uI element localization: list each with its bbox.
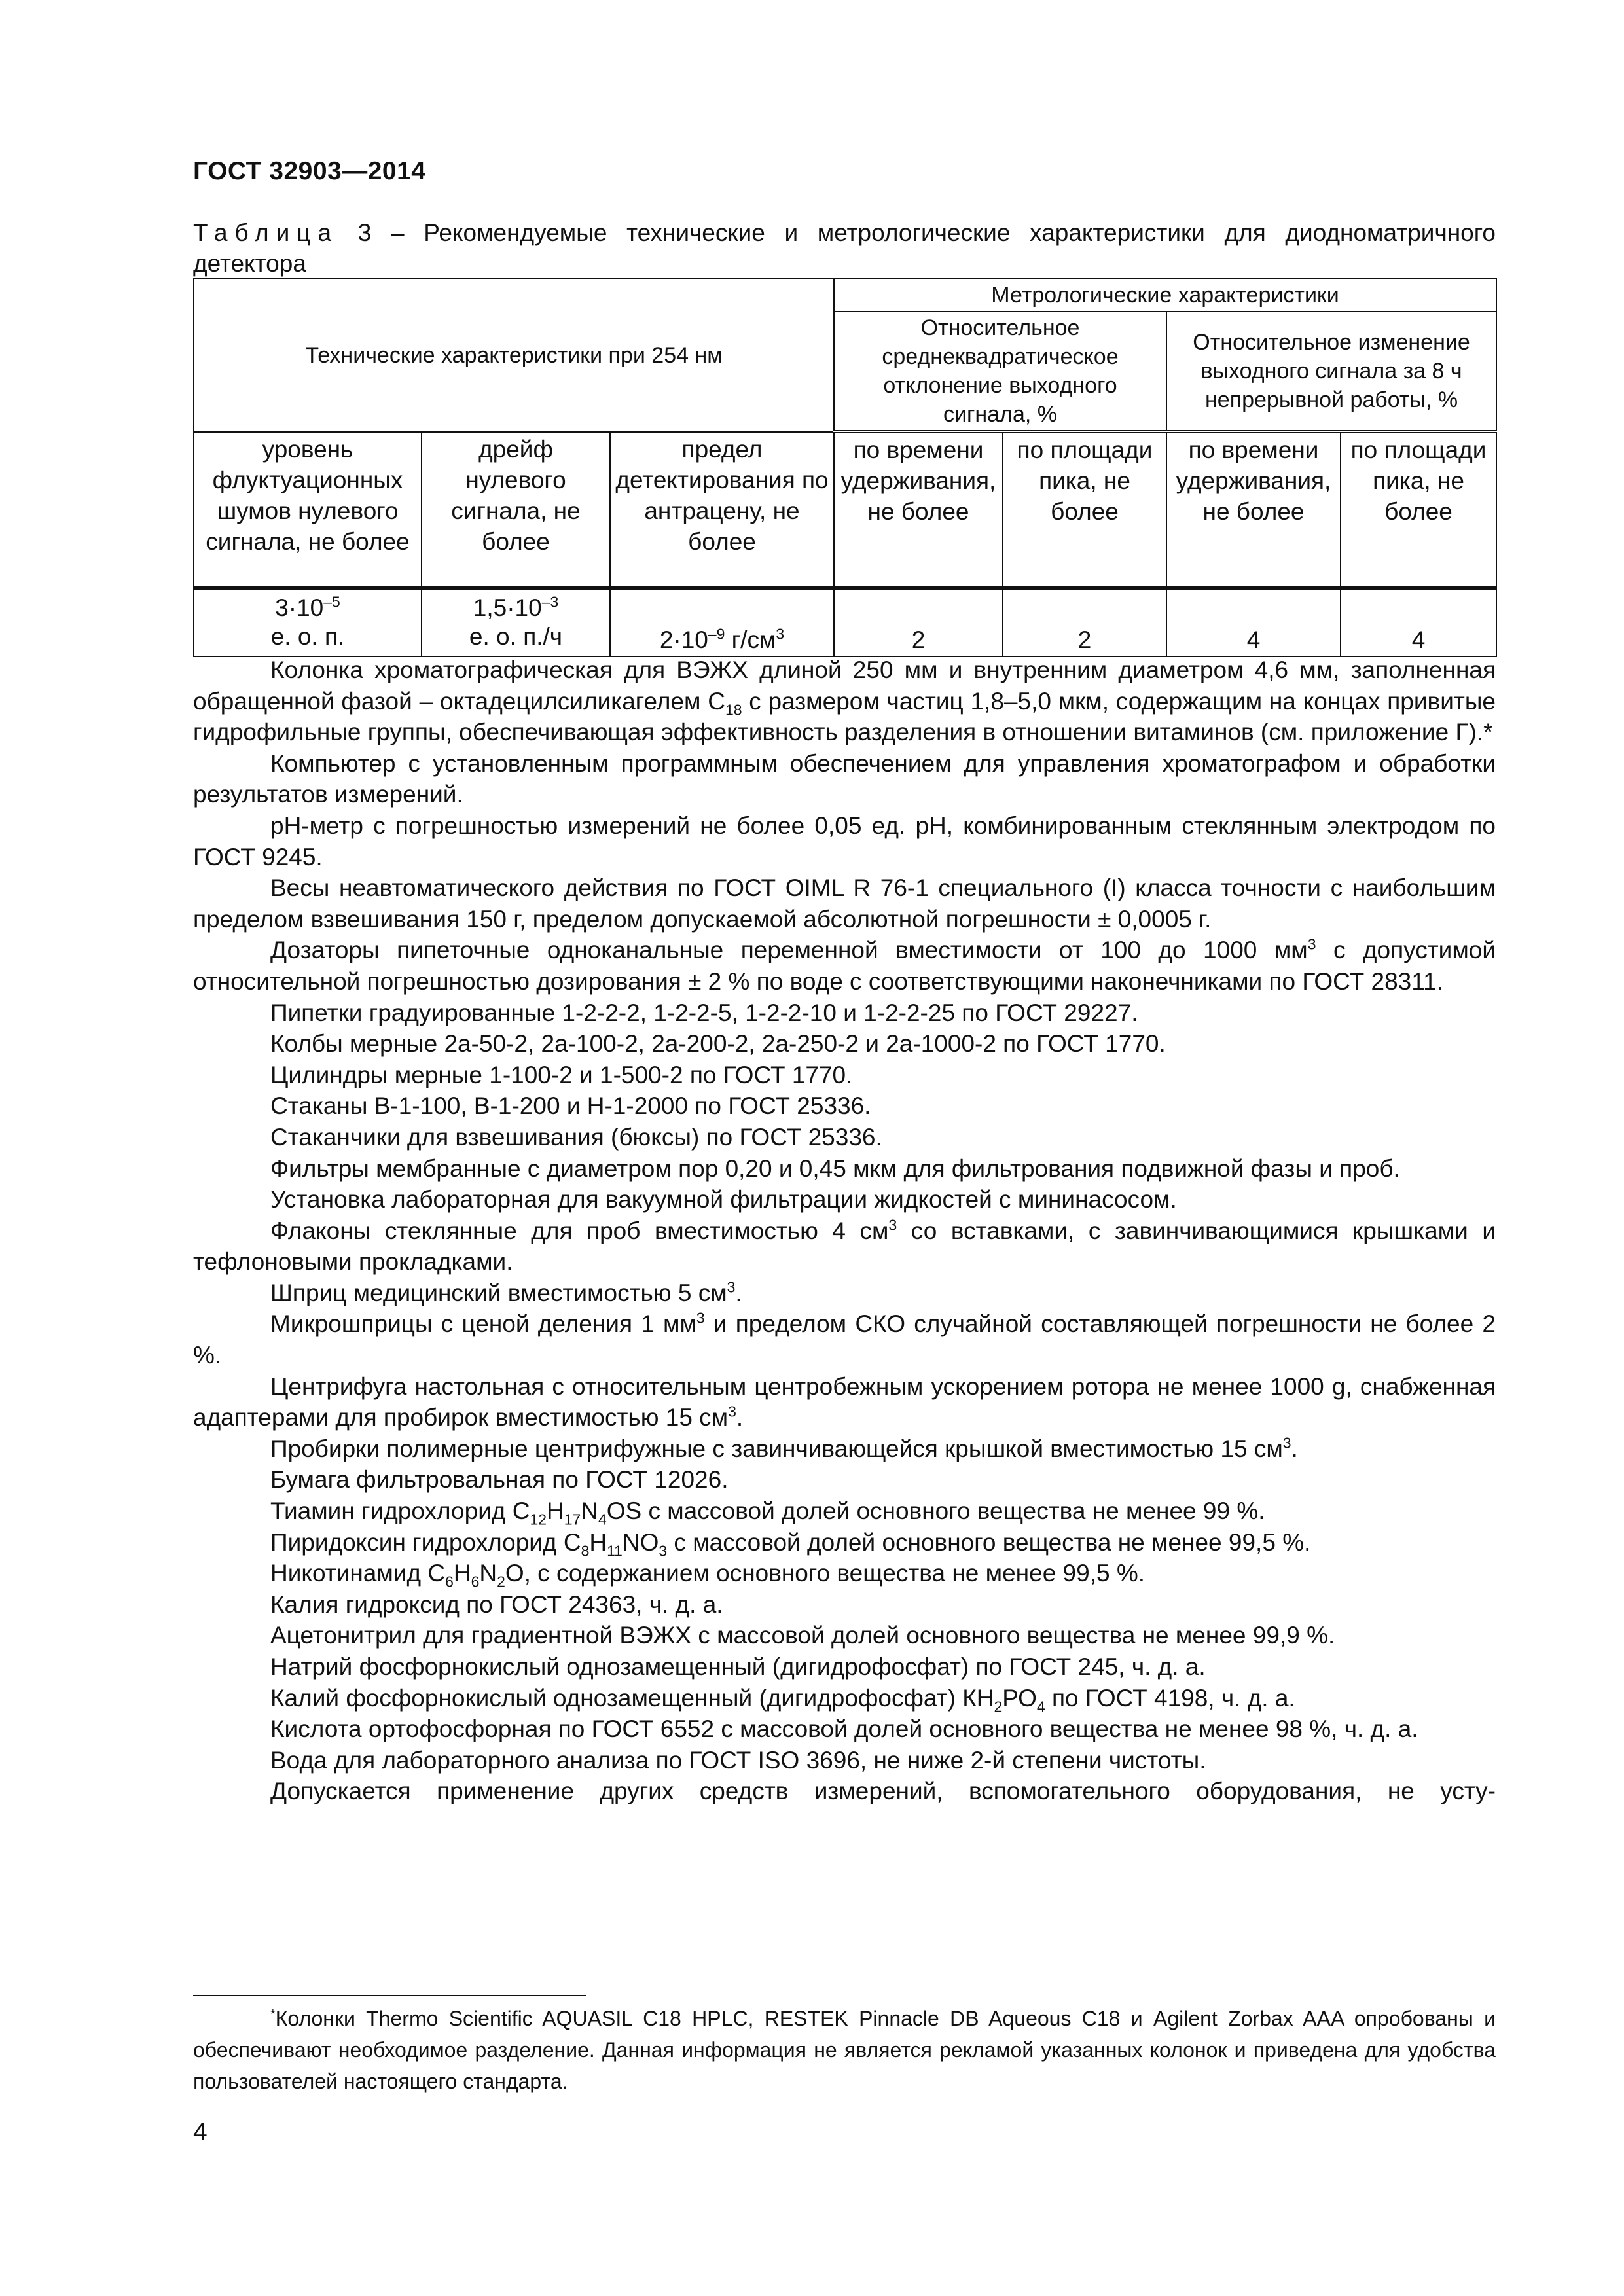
paragraph-filter-paper: Бумага фильтровальная по ГОСТ 12026. [270, 1466, 729, 1494]
metrological-characteristics-header: Метрологические характеристики [834, 279, 1496, 312]
footnote [193, 2003, 1496, 2097]
specifications-table [193, 278, 1497, 657]
paragraph-weighing-bottles: Стаканчики для взвешивания (бюксы) по ГОСТ 25336. [270, 1123, 882, 1151]
paragraph-ph-meter: рН-метр с погрешностью измерений не более 0,05 ед. рН, комбинированным стеклянным электродом по ГОСТ 9245. [193, 812, 1496, 870]
paragraph-syringe: Шприц медицинский вместимостью 5 $см^3$. [270, 1278, 742, 1306]
paragraph-sodium-phosphate: Натрий фосфорнокислый однозамещенный (дигидрофосфат) по ГОСТ 245, ч. д. а. [270, 1653, 1206, 1680]
technical-characteristics-header: Технические характеристики при 254 нм [194, 279, 834, 432]
paragraph-cylinders: Цилиндры мерные 1-100-2 и 1-500-2 по ГОСТ 1770. [270, 1061, 853, 1088]
table-caption-text: 3 – Рекомендуемые технические и метрологические характеристики для диодноматричного детектора [193, 219, 1496, 277]
footnote-divider [193, 1995, 586, 1996]
paragraph-water: Вода для лабораторного анализа по ГОСТ ISO 3696, не ниже 2-й степени чистоты. [270, 1746, 1206, 1774]
column-header-drift-retention-time: по времени удерживания, не более [1166, 432, 1341, 588]
paragraph-potassium-phosphate: Калий фосфорнокислый однозамещенный (дигидрофосфат) $КН_2РО_4$ по ГОСТ 4198, ч. д. а. [270, 1684, 1295, 1715]
paragraph-microsyringes: Микрошприцы с ценой деления 1 $мм^3$ и пределом СКО случайной составляющей погрешности не более 2 %. [193, 1310, 1496, 1369]
column-header-noise: уровень флуктуационных шумов нулевого сигнала, не более [194, 432, 422, 588]
paragraph-computer: Компьютер с установленным программным обеспечением для управления хроматографом и обработки результатов измерений. [193, 749, 1496, 808]
paragraph-potassium-hydroxide: Калия гидроксид по ГОСТ 24363, ч. д. а. [270, 1590, 723, 1618]
paragraph-phosphoric-acid: Кислота ортофосфорная по ГОСТ 6552 с массовой долей основного вещества не менее 98 %, ч. д. а. [270, 1715, 1418, 1743]
column-header-detection-limit: предел детектирования по антрацену, не более [610, 432, 834, 588]
column-header-rsd-peak-area: по площади пика, не более [1003, 432, 1166, 588]
page-number: 4 [193, 2118, 208, 2146]
paragraph-centrifuge: Центрифуга настольная с относительным центробежным ускорением ротора не менее 1000 g, снабженная адаптерами для пробирок вместимостью 15 $см^3$. [193, 1372, 1496, 1431]
paragraph-vials: Флаконы стеклянные для проб вместимостью 4 $см^3$ со вставками, с завинчивающимися крышками и тефлоновыми прокладками. [193, 1216, 1496, 1276]
table-caption [193, 217, 1496, 279]
table-caption-label: Таблица [193, 219, 339, 246]
paragraph-balance: Весы неавтоматического действия по ГОСТ OIML R 76-1 специального (I) класса точности с наибольшим пределом взвешивания 150 г, пределом допускаемой абсолютной погрешности ± 0,0005 г. [193, 874, 1496, 933]
value-rsd-retention-time: 2 [834, 588, 1003, 656]
value-drift: $1,5\cdot 10^{-3}$ е. о. п./ч [422, 588, 610, 656]
value-drift-retention-time: 4 [1166, 588, 1341, 656]
footnote-text: Колонки Thermo Scientific AQUASIL C18 HPLC, RESTEK Pinnacle DB Aqueous C18 и Agilent Zorbax AAA опробованы и обеспечивают необходимое разделение. Данная информация не является рекламой указанных колонок и приведена для удобства пользователей настоящего стандарта. [193, 2007, 1496, 2093]
value-noise: $3\cdot 10^{-5}$ е. о. п. [194, 588, 422, 656]
paragraph-nicotinamide: Никотинамид $С_6Н_6N_2O$, с содержанием основного вещества не менее 99,5 %. [270, 1560, 1146, 1590]
paragraph-column: Колонка хроматографическая для ВЭЖХ длиной 250 мм и внутренним диаметром 4,6 мм, заполненная обращенной фазой – октадецилсиликагелем $С_{18}$ с размером частиц 1,8–5,0 мкм, содержащим на концах привитые гидрофильные группы, обеспечивающая эффективность разделения в отношении витаминов (см. приложение Г).* [193, 656, 1496, 746]
paragraph-pipettes: Пипетки градуированные 1-2-2-2, 1-2-2-5, 1-2-2-10 и 1-2-2-25 по ГОСТ 29227. [270, 999, 1138, 1026]
paragraph-alternatives: Допускается применение других средств измерений, вспомогательного оборудования, не усту- [270, 1778, 1496, 1805]
column-header-rsd-retention-time: по времени удерживания, не более [834, 432, 1003, 588]
paragraph-flasks: Колбы мерные 2а-50-2, 2а-100-2, 2а-200-2, 2а-250-2 и 2а-1000-2 по ГОСТ 1770. [270, 1030, 1166, 1058]
paragraph-vacuum-filtration: Установка лабораторная для вакуумной фильтрации жидкостей с мининасосом. [270, 1186, 1177, 1213]
value-rsd-peak-area: 2 [1003, 588, 1166, 656]
paragraph-tubes: Пробирки полимерные центрифужные с завинчивающейся крышкой вместимостью 15 $см^3$. [270, 1434, 1298, 1462]
paragraph-pyridoxine: Пиридоксин гидрохлорид $С_8Н_{11}NO_3$ с массовой долей основного вещества не менее 99,5 %. [270, 1528, 1311, 1560]
paragraph-beakers: Стаканы В-1-100, В-1-200 и Н-1-2000 по ГОСТ 25336. [270, 1092, 871, 1120]
paragraph-dispensers: Дозаторы пипеточные одноканальные переменной вместимости от 100 до 1000 $мм^3$ с допустимой относительной погрешностью дозирования ± 2 % по воде с соответствующими наконечниками по ГОСТ 28311. [193, 936, 1496, 995]
column-header-drift: дрейф нулевого сигнала, не более [422, 432, 610, 588]
value-detection-limit: $2\cdot 10^{-9}$ $г/см^3$ [610, 588, 834, 656]
paragraph-membrane-filters: Фильтры мембранные с диаметром пор 0,20 и 0,45 мкм для фильтрования подвижной фазы и проб. [270, 1155, 1400, 1182]
paragraph-thiamine: Тиамин гидрохлорид $С_{12}Н_{17}N_4OS$ с массовой долей основного вещества не менее 99 %. [270, 1498, 1265, 1528]
value-drift-peak-area: 4 [1341, 588, 1496, 656]
drift-group-header: Относительное изменение выходного сигнала за 8 ч непрерывной работы, % [1166, 312, 1496, 432]
body-text [193, 655, 1496, 1807]
footnote-mark: * [270, 2007, 276, 2022]
column-header-drift-peak-area: по площади пика, не более [1341, 432, 1496, 588]
paragraph-acetonitrile: Ацетонитрил для градиентной ВЭЖХ с массовой долей основного вещества не менее 99,9 %. [270, 1622, 1335, 1649]
document-code: ГОСТ 32903—2014 [193, 157, 426, 185]
rsd-group-header: Относительное среднеквадратическое отклонение выходного сигнала, % [834, 312, 1166, 432]
